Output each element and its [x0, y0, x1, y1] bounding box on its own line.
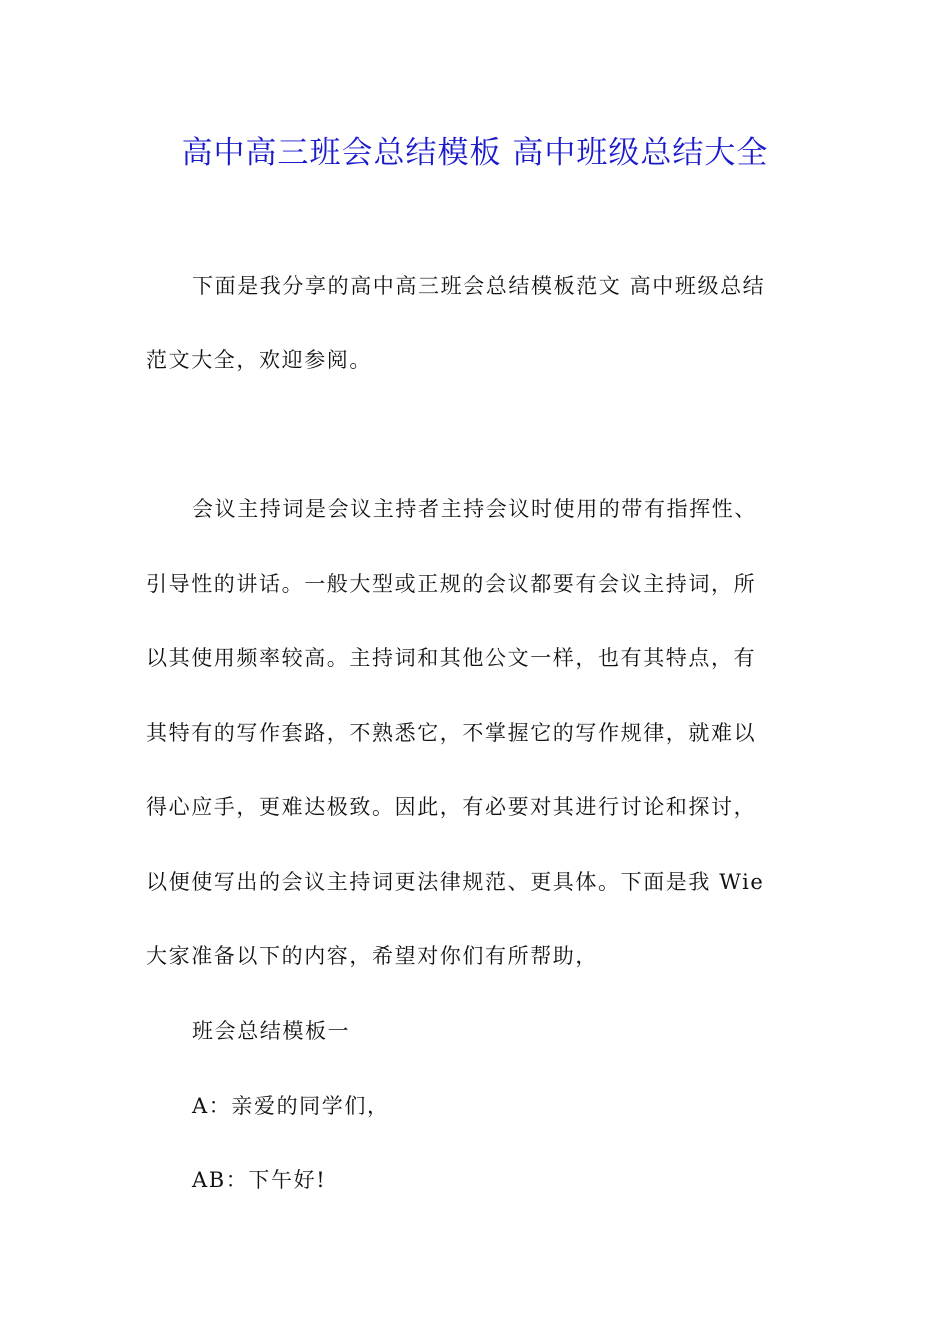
body-line-4: 其特有的写作套路，不熟悉它，不掌握它的写作规律，就难以 [146, 721, 757, 745]
body-line-1: 会议主持词是会议主持者主持会议时使用的带有指挥性、 [192, 497, 757, 521]
dialogue-line-2: AB：下午好! [192, 1168, 327, 1192]
dialogue-line-1: A：亲爱的同学们， [192, 1094, 390, 1118]
body-line-5: 得心应手，更难达极致。因此，有必要对其进行讨论和探讨， [146, 795, 757, 819]
body-line-6: 以便使写出的会议主持词更法律规范、更具体。下面是我 Wie [146, 870, 765, 894]
body-line-2: 引导性的讲话。一般大型或正规的会议都要有会议主持词，所 [146, 572, 757, 596]
intro-line-1: 下面是我分享的高中高三班会总结模板范文 高中班级总结 [192, 274, 766, 298]
intro-line-2: 范文大全，欢迎参阅。 [146, 348, 372, 372]
body-line-7: 大家准备以下的内容，希望对你们有所帮助， [146, 944, 598, 968]
document-title: 高中高三班会总结模板 高中班级总结大全 [181, 135, 769, 171]
section-heading: 班会总结模板一 [192, 1019, 351, 1043]
body-line-3: 以其使用频率较高。主持词和其他公文一样，也有其特点，有 [146, 646, 757, 670]
